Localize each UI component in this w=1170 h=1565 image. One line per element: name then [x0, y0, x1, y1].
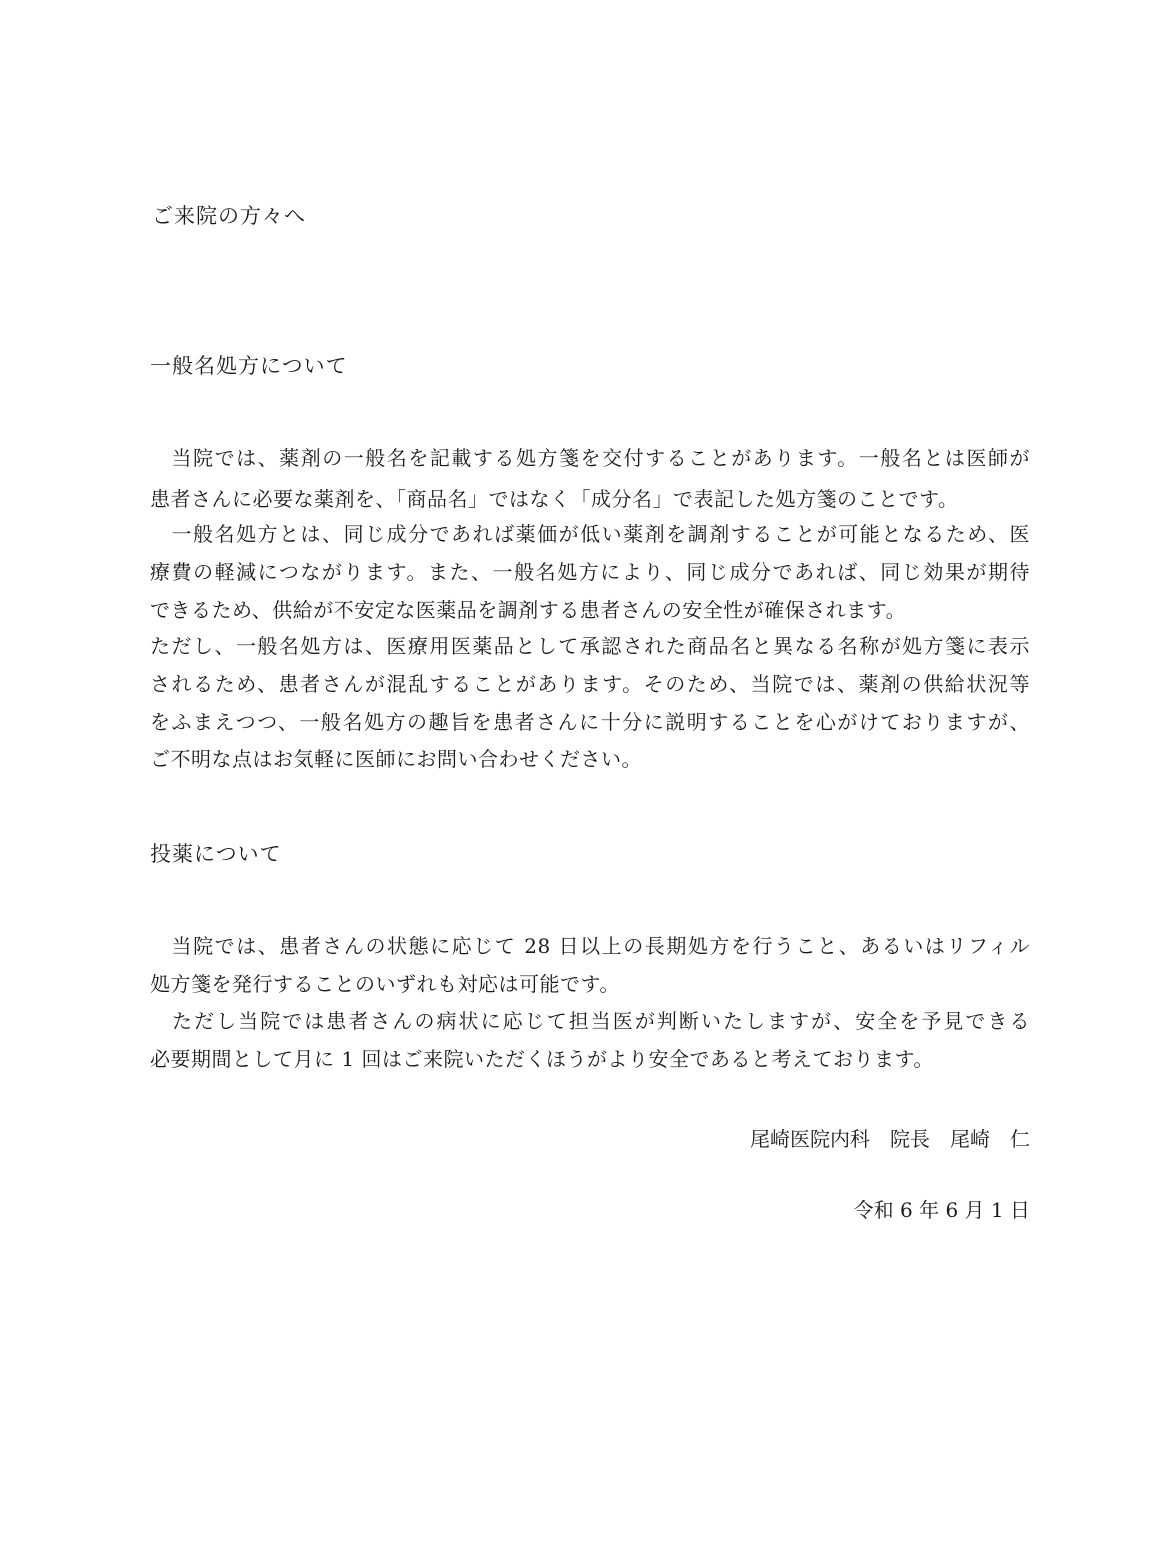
paragraph-line: をふまえつつ、一般名処方の趣旨を患者さんに十分に説明することを心がけておりますが、 [150, 710, 1030, 734]
paragraph-line: 一般名処方とは、同じ成分であれば薬価が低い薬剤を調剤することが可能となるため、医 [150, 522, 1030, 546]
paragraph-line: 療費の軽減につながります。また、一般名処方により、同じ成分であれば、同じ効果が期待 [150, 560, 1030, 584]
paragraph-line: 当院では、薬剤の一般名を記載する処方箋を交付することがあります。一般名とは医師が [150, 446, 1030, 470]
paragraph-line: ご不明な点はお気軽に医師にお問い合わせください。 [150, 747, 642, 771]
paragraph-line: 必要期間として月に 1 回はご来院いただくほうがより安全であると考えております。 [150, 1047, 934, 1071]
date: 令和 6 年 6 月 1 日 [853, 1198, 1030, 1222]
signature: 尾崎医院内科 院長 尾崎 仁 [750, 1127, 1030, 1151]
paragraph-line: ただし当院では患者さんの病状に応じて担当医が判断いたしますが、安全を予見できる [150, 1009, 1030, 1033]
paragraph-line: ただし、一般名処方は、医療用医薬品として承認された商品名と異なる名称が処方箋に表示 [150, 634, 1030, 658]
section-heading-medication: 投薬について [150, 842, 282, 866]
paragraph-line: 当院では、患者さんの状態に応じて 28 日以上の長期処方を行うこと、あるいはリフィル [150, 934, 1030, 958]
greeting: ご来院の方々へ [152, 204, 306, 228]
section-heading-generic-prescription: 一般名処方について [150, 354, 348, 378]
paragraph-line: 処方箋を発行することのいずれも対応は可能です。 [150, 972, 620, 996]
paragraph-line: されるため、患者さんが混乱することがあります。そのため、当院では、薬剤の供給状況等 [150, 672, 1030, 696]
paragraph-line: できるため、供給が不安定な医薬品を調剤する患者さんの安全性が確保されます。 [150, 598, 907, 622]
paragraph-line: 患者さんに必要な薬剤を、「商品名」ではなく「成分名」で表記した処方箋のことです。 [150, 487, 959, 511]
